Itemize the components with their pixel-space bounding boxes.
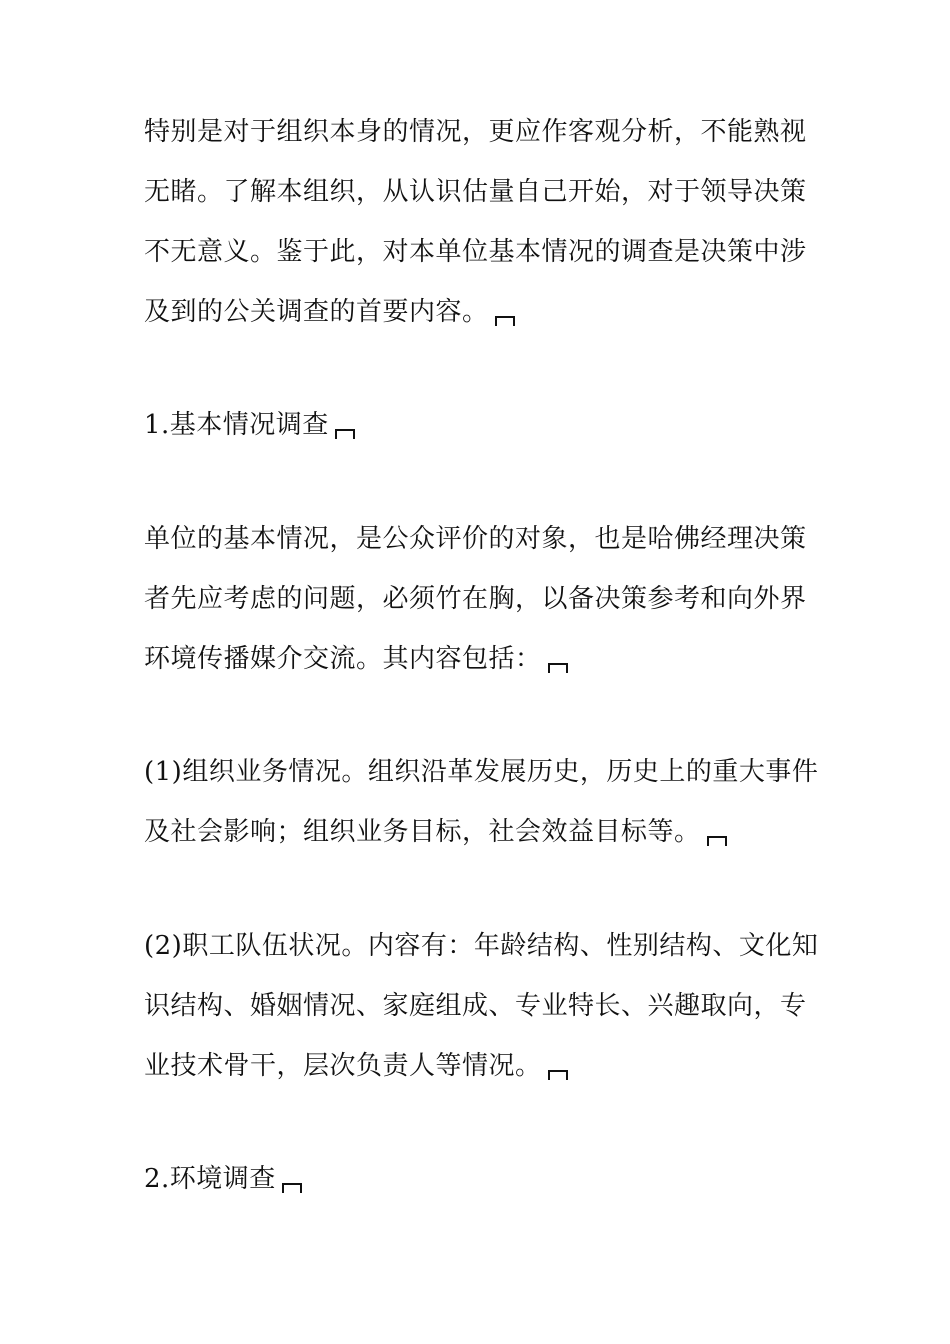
section-heading-2: 2.环境调查: [144, 1162, 302, 1196]
paragraph-3-line-1: (1)组织业务情况。组织沿革发展历史，历史上的重大事件: [144, 757, 819, 787]
paragraph-4-line-2: 识结构、婚姻情况、家庭组成、专业特长、兴趣取向，专: [144, 991, 807, 1021]
paragraph-end-mark-icon: [335, 429, 355, 439]
paragraph-4-line-1: (2)职工队伍状况。内容有：年龄结构、性别结构、文化知: [144, 931, 819, 961]
paragraph-4-line-3: 业技术骨干，层次负责人等情况。: [144, 1049, 568, 1083]
paragraph-1-line-3: 不无意义。鉴于此，对本单位基本情况的调查是决策中涉: [144, 237, 807, 267]
paragraph-end-mark-icon: [548, 663, 568, 673]
paragraph-1-line-4: 及到的公关调查的首要内容。: [144, 295, 515, 329]
paragraph-2-line-1: 单位的基本情况，是公众评价的对象，也是哈佛经理决策: [144, 524, 807, 554]
paragraph-end-mark-icon: [548, 1070, 568, 1080]
paragraph-end-mark-icon: [282, 1183, 302, 1193]
paragraph-end-mark-icon: [707, 836, 727, 846]
paragraph-2-line-3: 环境传播媒介交流。其内容包括：: [144, 642, 568, 676]
paragraph-end-mark-icon: [495, 316, 515, 326]
paragraph-1-line-2: 无睹。了解本组织，从认识估量自己开始，对于领导决策: [144, 177, 807, 207]
section-heading-1: 1.基本情况调查: [144, 408, 355, 442]
paragraph-1-line-1: 特别是对于组织本身的情况，更应作客观分析，不能熟视: [144, 117, 807, 147]
paragraph-3-line-2: 及社会影响；组织业务目标，社会效益目标等。: [144, 815, 727, 849]
paragraph-2-line-2: 者先应考虑的问题，必须竹在胸，以备决策参考和向外界: [144, 584, 807, 614]
